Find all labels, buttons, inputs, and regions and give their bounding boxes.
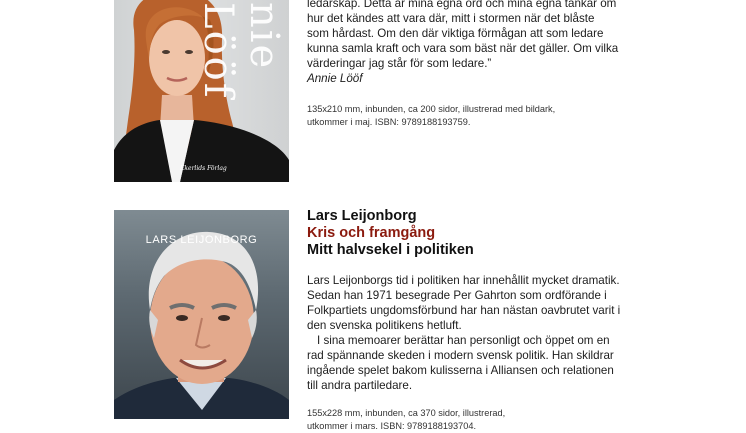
cover-author-name: LARS LEIJONBORG bbox=[145, 234, 258, 246]
quote-line: ledarskap. Detta är mina egna ord och mina egna tankar om bbox=[307, 0, 617, 10]
quote-line: kunna samla kraft och vara som bäst när det gäller. Om vilka bbox=[307, 42, 619, 55]
paragraph-line: den svenska politikens hetluft. bbox=[307, 319, 462, 332]
quote-line: hur det kändes att vara där, mitt i stormen när det blåste bbox=[307, 12, 595, 25]
quote-signature: Annie Lööf bbox=[307, 72, 363, 85]
book2-paragraph-2 bbox=[307, 333, 642, 393]
specs-line: utkommer i maj. ISBN: 9789188193759. bbox=[307, 117, 471, 127]
paragraph-line: Lars Leijonborgs tid i politiken har innehållit mycket dramatik. bbox=[307, 274, 620, 287]
specs-line: 135x210 mm, inbunden, ca 200 sidor, illustrerad med bildark, bbox=[307, 104, 556, 114]
quote-line: värderingar jag står för som ledare.” bbox=[307, 57, 492, 70]
paragraph-line: till andra partiledare. bbox=[307, 379, 413, 392]
book-cover-lars-leijonborg bbox=[114, 210, 289, 419]
book1-description bbox=[307, 0, 637, 129]
cover-title-vertical: nie Lööf bbox=[195, 2, 287, 100]
specs-line: 155x228 mm, inbunden, ca 370 sidor, illustrerad, bbox=[307, 408, 506, 418]
paragraph-line: I sina memoarer berättar han personligt och öppet om en bbox=[317, 334, 610, 347]
cover-publisher-mark: Ekerlids Förlag bbox=[180, 165, 227, 172]
book1-quote bbox=[307, 0, 637, 86]
book2-paragraph-1 bbox=[307, 273, 642, 333]
book1-specs bbox=[307, 103, 637, 129]
paragraph-line: ingående spelet bakom kulisserna i Alliansen och relationen bbox=[307, 364, 614, 377]
specs-line: utkommer i mars. ISBN: 9789188193704. bbox=[307, 421, 477, 431]
book2-title: Kris och framgång bbox=[307, 225, 436, 241]
paragraph-line: rad spännande skeden i modern svensk politik. Han skildrar bbox=[307, 349, 614, 362]
book2-subtitle: Mitt halvsekel i politiken bbox=[307, 242, 474, 258]
book-cover-annie-loof bbox=[114, 0, 289, 182]
book2-specs bbox=[307, 407, 642, 433]
book2-author: Lars Leijonborg bbox=[307, 208, 417, 224]
paragraph-line: Sedan han 1971 besegrade Per Gahrton som ordförande i bbox=[307, 289, 607, 302]
book2-description bbox=[307, 208, 642, 433]
paragraph-line: Folkpartiets ungdomsförbund har han nästan oavbrutet varit i bbox=[307, 304, 621, 317]
quote-line: som hårdast. Om den där viktiga förmågan att som ledare bbox=[307, 27, 604, 40]
